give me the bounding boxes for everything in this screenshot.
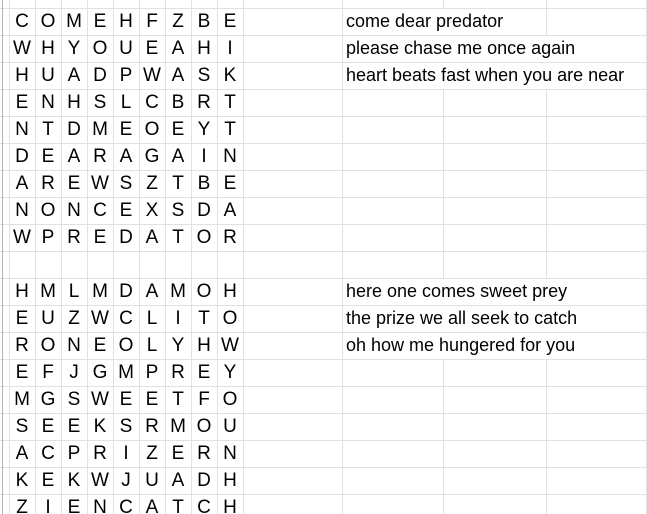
- grid-cell[interactable]: M: [118, 361, 134, 383]
- grid-cell[interactable]: U: [145, 469, 159, 491]
- grid-cell[interactable]: F: [198, 388, 210, 410]
- grid-cell[interactable]: M: [92, 280, 108, 302]
- grid-cell[interactable]: H: [223, 496, 237, 514]
- grid-cell[interactable]: D: [119, 226, 133, 248]
- grid-cell[interactable]: T: [172, 172, 184, 194]
- grid-cell[interactable]: T: [224, 91, 236, 113]
- grid-cell[interactable]: E: [41, 145, 55, 167]
- grid-cell[interactable]: S: [171, 199, 185, 221]
- grid-cell[interactable]: E: [67, 415, 81, 437]
- grid-cell[interactable]: E: [223, 10, 237, 32]
- grid-cell[interactable]: E: [93, 10, 107, 32]
- gridline-vertical: [443, 116, 444, 143]
- grid-cell[interactable]: O: [222, 307, 238, 329]
- grid-cell[interactable]: R: [67, 226, 81, 248]
- grid-cell[interactable]: Z: [172, 10, 184, 32]
- grid-cell[interactable]: C: [41, 442, 55, 464]
- gridline-vertical: [546, 359, 547, 386]
- grid-cell[interactable]: T: [224, 118, 236, 140]
- grid-cell[interactable]: E: [223, 172, 237, 194]
- grid-cell[interactable]: S: [197, 64, 211, 86]
- grid-cell[interactable]: O: [222, 388, 238, 410]
- grid-cell[interactable]: K: [15, 469, 29, 491]
- grid-cell[interactable]: N: [67, 334, 81, 356]
- gridline-vertical: [546, 197, 547, 224]
- grid-cell[interactable]: E: [119, 118, 133, 140]
- gridline-vertical: [546, 170, 547, 197]
- grid-cell[interactable]: I: [201, 145, 207, 167]
- gridline-vertical: [546, 413, 547, 440]
- grid-cell[interactable]: K: [67, 469, 81, 491]
- grid-cell[interactable]: O: [40, 199, 56, 221]
- grid-cell[interactable]: S: [119, 172, 133, 194]
- clue-cell[interactable]: oh how me hungered for you: [346, 335, 576, 355]
- grid-cell[interactable]: J: [69, 361, 79, 383]
- grid-cell[interactable]: B: [197, 172, 211, 194]
- grid-cell[interactable]: Z: [16, 496, 28, 514]
- grid-cell[interactable]: E: [171, 118, 185, 140]
- gridline-vertical: [546, 386, 547, 413]
- grid-cell[interactable]: N: [41, 91, 55, 113]
- grid-cell[interactable]: T: [42, 118, 54, 140]
- gridline-vertical: [546, 8, 547, 35]
- gridline-vertical: [546, 89, 547, 116]
- grid-cell[interactable]: W: [91, 307, 109, 329]
- grid-cell[interactable]: C: [119, 496, 133, 514]
- grid-cell[interactable]: P: [67, 442, 81, 464]
- grid-cell[interactable]: A: [67, 145, 81, 167]
- grid-cell[interactable]: W: [91, 469, 109, 491]
- grid-cell[interactable]: W: [91, 388, 109, 410]
- grid-cell[interactable]: M: [66, 10, 82, 32]
- gridline-vertical: [546, 251, 547, 278]
- grid-cell[interactable]: R: [171, 361, 185, 383]
- grid-cell[interactable]: N: [67, 199, 81, 221]
- grid-cell[interactable]: H: [67, 91, 81, 113]
- grid-cell[interactable]: A: [171, 64, 185, 86]
- grid-cell[interactable]: M: [14, 388, 30, 410]
- grid-cell[interactable]: A: [15, 442, 29, 464]
- gridline-vertical: [342, 0, 343, 514]
- grid-cell[interactable]: E: [145, 37, 159, 59]
- grid-cell[interactable]: I: [45, 496, 51, 514]
- grid-cell[interactable]: R: [41, 172, 55, 194]
- grid-cell[interactable]: D: [15, 145, 29, 167]
- grid-cell[interactable]: O: [196, 280, 212, 302]
- gridline-vertical: [546, 143, 547, 170]
- grid-cell[interactable]: O: [92, 37, 108, 59]
- grid-cell[interactable]: O: [40, 334, 56, 356]
- grid-cell[interactable]: C: [119, 307, 133, 329]
- grid-cell[interactable]: L: [146, 307, 158, 329]
- grid-cell[interactable]: X: [145, 199, 159, 221]
- gridline-vertical: [443, 413, 444, 440]
- grid-cell[interactable]: E: [145, 388, 159, 410]
- grid-cell[interactable]: R: [93, 145, 107, 167]
- gridline-vertical: [243, 0, 244, 514]
- grid-cell[interactable]: A: [67, 64, 81, 86]
- grid-cell[interactable]: C: [197, 496, 211, 514]
- clue-cell[interactable]: here one comes sweet prey: [346, 281, 568, 301]
- grid-cell[interactable]: R: [15, 334, 29, 356]
- grid-cell[interactable]: E: [67, 496, 81, 514]
- grid-cell[interactable]: E: [15, 91, 29, 113]
- clue-cell[interactable]: the prize we all seek to catch: [346, 308, 578, 328]
- gridline-vertical: [443, 143, 444, 170]
- grid-cell[interactable]: U: [119, 37, 133, 59]
- grid-cell[interactable]: S: [119, 415, 133, 437]
- grid-cell[interactable]: N: [223, 442, 237, 464]
- gridline-vertical: [443, 0, 444, 8]
- grid-cell[interactable]: Y: [223, 361, 237, 383]
- grid-cell[interactable]: N: [223, 145, 237, 167]
- grid-cell[interactable]: T: [172, 388, 184, 410]
- grid-cell[interactable]: L: [120, 91, 132, 113]
- gridline-vertical: [546, 440, 547, 467]
- grid-cell[interactable]: E: [15, 307, 29, 329]
- grid-cell[interactable]: R: [223, 226, 237, 248]
- grid-cell[interactable]: I: [227, 37, 233, 59]
- grid-cell[interactable]: A: [145, 280, 159, 302]
- gridline-vertical: [443, 386, 444, 413]
- gridline-vertical: [443, 251, 444, 278]
- grid-cell[interactable]: H: [223, 280, 237, 302]
- grid-cell[interactable]: A: [223, 199, 237, 221]
- grid-cell[interactable]: Z: [146, 172, 158, 194]
- grid-cell[interactable]: T: [198, 307, 210, 329]
- grid-cell[interactable]: W: [13, 37, 31, 59]
- clue-cell[interactable]: come dear predator: [346, 11, 504, 31]
- gridline-vertical: [546, 467, 547, 494]
- grid-cell[interactable]: R: [197, 442, 211, 464]
- grid-cell[interactable]: A: [171, 37, 185, 59]
- grid-cell[interactable]: O: [196, 226, 212, 248]
- grid-cell[interactable]: W: [221, 334, 239, 356]
- grid-cell[interactable]: M: [40, 280, 56, 302]
- grid-cell[interactable]: E: [93, 226, 107, 248]
- grid-cell[interactable]: C: [145, 91, 159, 113]
- grid-cell[interactable]: F: [42, 361, 54, 383]
- grid-cell[interactable]: E: [119, 388, 133, 410]
- grid-cell[interactable]: K: [223, 64, 237, 86]
- gridline-vertical: [443, 224, 444, 251]
- gridline-vertical: [546, 0, 547, 8]
- grid-cell[interactable]: I: [123, 442, 129, 464]
- grid-cell[interactable]: S: [15, 415, 29, 437]
- gridline-vertical: [443, 359, 444, 386]
- gridline-vertical: [443, 89, 444, 116]
- grid-cell[interactable]: E: [171, 442, 185, 464]
- grid-cell[interactable]: D: [67, 118, 81, 140]
- grid-cell[interactable]: H: [197, 37, 211, 59]
- grid-cell[interactable]: M: [170, 415, 186, 437]
- grid-cell[interactable]: O: [196, 415, 212, 437]
- grid-cell[interactable]: R: [197, 91, 211, 113]
- gridline-vertical: [443, 170, 444, 197]
- gridline-vertical: [443, 494, 444, 514]
- grid-cell[interactable]: A: [145, 496, 159, 514]
- grid-cell[interactable]: H: [197, 334, 211, 356]
- grid-cell[interactable]: U: [223, 415, 237, 437]
- clue-cell[interactable]: please chase me once again: [346, 38, 576, 58]
- grid-cell[interactable]: A: [145, 226, 159, 248]
- grid-cell[interactable]: W: [13, 226, 31, 248]
- grid-cell[interactable]: Y: [171, 334, 185, 356]
- grid-cell[interactable]: H: [15, 280, 29, 302]
- grid-cell[interactable]: P: [145, 361, 159, 383]
- grid-cell[interactable]: E: [93, 334, 107, 356]
- grid-cell[interactable]: D: [119, 280, 133, 302]
- grid-cell[interactable]: M: [170, 280, 186, 302]
- gridline-vertical: [443, 197, 444, 224]
- grid-cell[interactable]: H: [223, 469, 237, 491]
- grid-cell[interactable]: G: [92, 361, 108, 383]
- gridline-vertical: [546, 224, 547, 251]
- grid-cell[interactable]: E: [41, 469, 55, 491]
- grid-cell[interactable]: W: [91, 172, 109, 194]
- grid-cell[interactable]: P: [119, 64, 133, 86]
- grid-cell[interactable]: Z: [68, 307, 80, 329]
- grid-cell[interactable]: Y: [197, 118, 211, 140]
- grid-cell[interactable]: N: [15, 199, 29, 221]
- clue-cell[interactable]: heart beats fast when you are near: [346, 65, 625, 85]
- gridline-vertical: [443, 467, 444, 494]
- gridline-vertical: [546, 116, 547, 143]
- gridline-vertical: [2, 0, 3, 514]
- grid-cell[interactable]: H: [15, 64, 29, 86]
- grid-cell[interactable]: T: [172, 226, 184, 248]
- grid-cell[interactable]: A: [171, 469, 185, 491]
- grid-cell[interactable]: S: [67, 388, 81, 410]
- grid-cell[interactable]: L: [68, 280, 80, 302]
- grid-cell[interactable]: P: [41, 226, 55, 248]
- grid-cell[interactable]: E: [67, 172, 81, 194]
- grid-cell[interactable]: N: [93, 496, 107, 514]
- gridline-horizontal: [0, 251, 647, 252]
- grid-cell[interactable]: E: [15, 361, 29, 383]
- grid-cell[interactable]: G: [144, 145, 160, 167]
- grid-cell[interactable]: T: [172, 496, 184, 514]
- grid-cell[interactable]: A: [119, 145, 133, 167]
- grid-cell[interactable]: C: [93, 199, 107, 221]
- grid-cell[interactable]: U: [41, 307, 55, 329]
- grid-cell[interactable]: I: [175, 307, 181, 329]
- gridline-vertical: [443, 440, 444, 467]
- grid-cell[interactable]: R: [145, 415, 159, 437]
- grid-cell[interactable]: O: [40, 10, 56, 32]
- grid-cell[interactable]: O: [144, 118, 160, 140]
- grid-cell[interactable]: E: [119, 199, 133, 221]
- grid-cell[interactable]: Y: [67, 37, 81, 59]
- grid-cell[interactable]: U: [41, 64, 55, 86]
- grid-cell[interactable]: S: [93, 91, 107, 113]
- grid-cell[interactable]: N: [15, 118, 29, 140]
- grid-cell[interactable]: E: [41, 415, 55, 437]
- grid-cell[interactable]: J: [121, 469, 131, 491]
- grid-cell[interactable]: C: [15, 10, 29, 32]
- grid-cell[interactable]: O: [118, 334, 134, 356]
- grid-cell[interactable]: A: [171, 145, 185, 167]
- grid-cell[interactable]: B: [197, 10, 211, 32]
- grid-cell[interactable]: Z: [146, 442, 158, 464]
- grid-cell[interactable]: W: [143, 64, 161, 86]
- grid-cell[interactable]: D: [197, 199, 211, 221]
- grid-cell[interactable]: L: [146, 334, 158, 356]
- grid-cell[interactable]: D: [93, 64, 107, 86]
- grid-cell[interactable]: E: [197, 361, 211, 383]
- gridline-vertical: [546, 494, 547, 514]
- grid-cell[interactable]: H: [41, 37, 55, 59]
- grid-cell[interactable]: K: [93, 415, 107, 437]
- grid-cell[interactable]: A: [15, 172, 29, 194]
- grid-cell[interactable]: M: [92, 118, 108, 140]
- grid-cell[interactable]: B: [171, 91, 185, 113]
- grid-cell[interactable]: R: [93, 442, 107, 464]
- grid-cell[interactable]: H: [119, 10, 133, 32]
- grid-cell[interactable]: D: [197, 469, 211, 491]
- grid-cell[interactable]: F: [146, 10, 158, 32]
- grid-cell[interactable]: G: [40, 388, 56, 410]
